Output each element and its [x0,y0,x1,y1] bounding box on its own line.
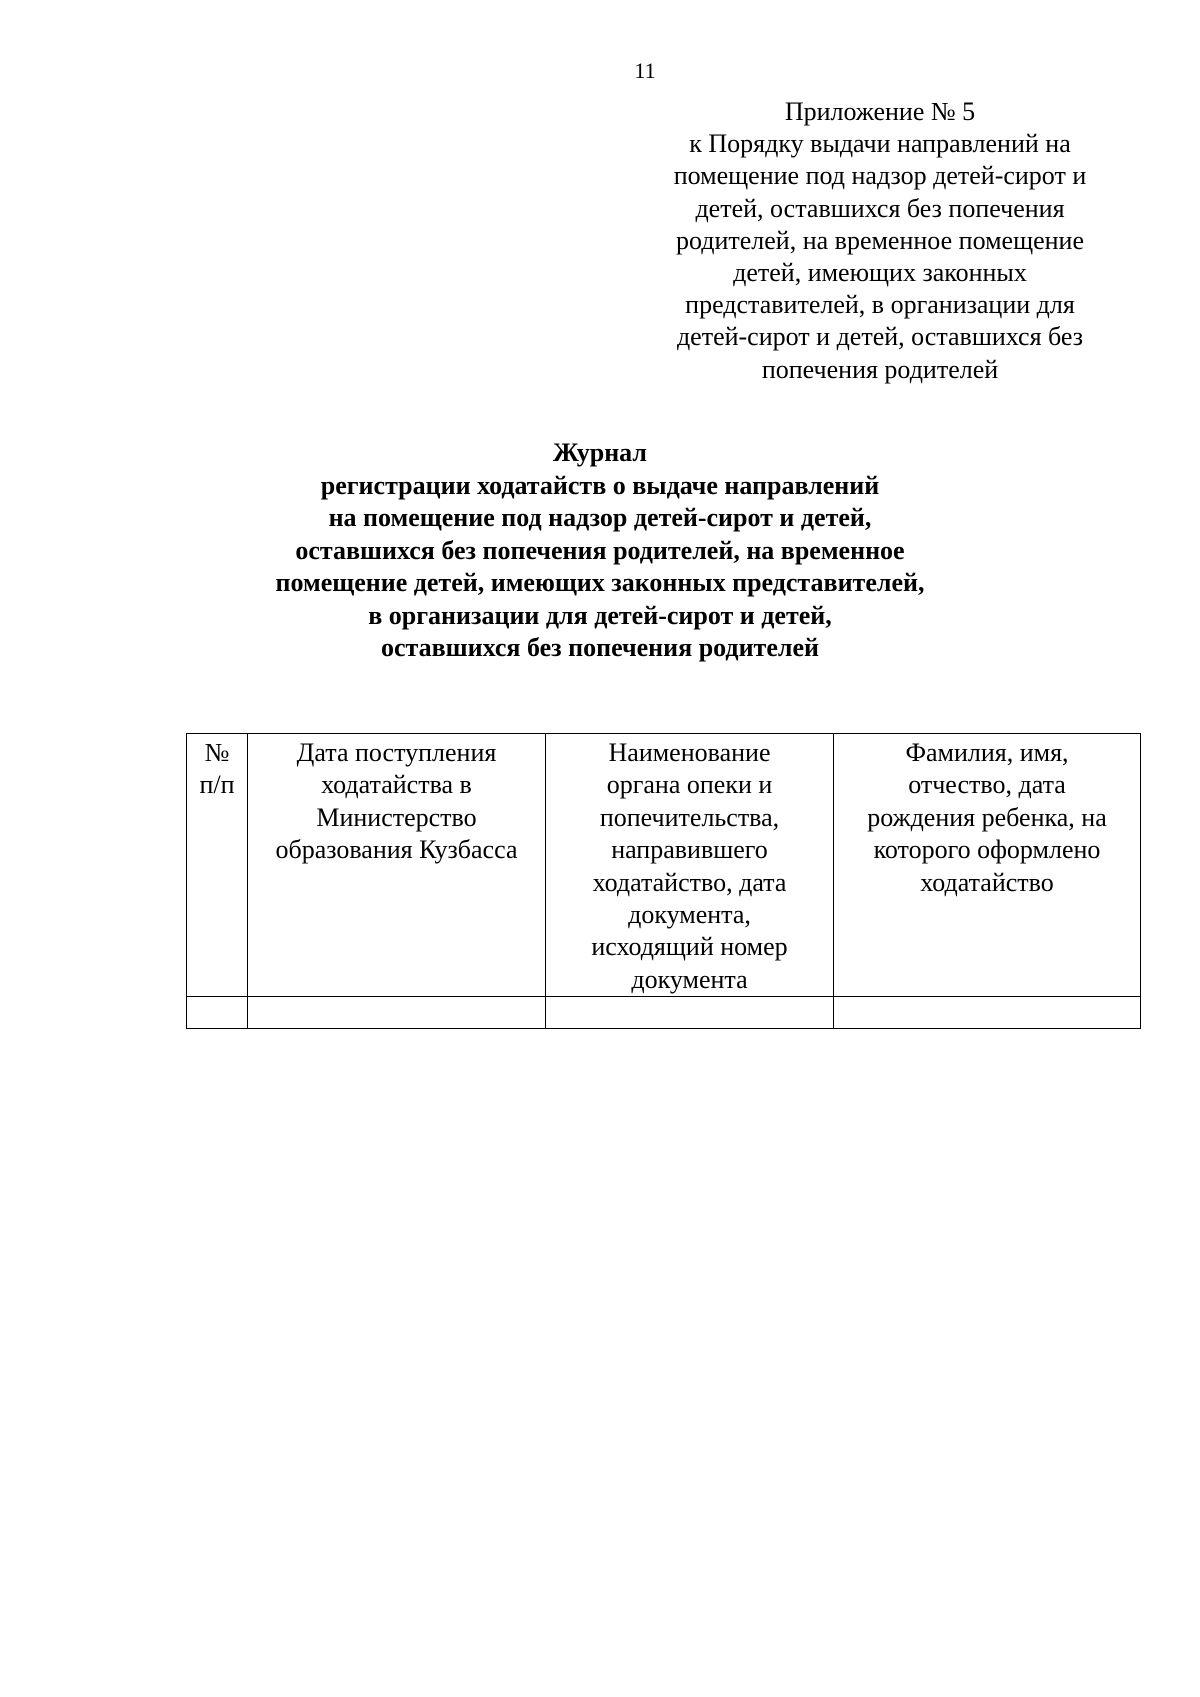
journal-title-line: оставшихся без попечения родителей [381,633,819,662]
journal-title [150,437,1050,665]
header-line: Наименование [608,738,771,767]
table-cell [834,997,1141,1029]
header-line: ходатайство [920,867,1054,897]
appendix-line: попечения родителей [761,354,999,384]
header-line: направившего [611,835,768,865]
journal-title-line: оставшихся без попечения родителей, на временное [295,535,905,565]
header-line: документа, [628,900,751,930]
journal-title-line: регистрации ходатайств о выдаче направлений [320,470,880,500]
column-header-number [187,734,248,997]
table-header-row [187,734,1141,997]
table-cell [187,997,248,1029]
appendix-line: Приложение № 5 [784,97,976,126]
header-line: которого оформлено [873,835,1101,865]
appendix-line: детей, имеющих законных [733,258,1027,288]
appendix-line: помещение под надзор детей-сирот и [673,161,1087,191]
header-line: рождения ребенка, на [867,802,1107,832]
header-line: ходатайства в [321,770,472,800]
registration-journal-table [186,733,1141,1029]
header-line: попечительства, [599,802,780,832]
header-line: п/п [199,770,235,800]
header-line: органа опеки и [606,770,773,800]
appendix-line: родителей, на временное помещение [675,225,1084,255]
table-cell [546,997,834,1029]
journal-title-line: помещение детей, имеющих законных представителей, [275,568,925,597]
column-header-child-name [834,734,1141,997]
appendix-reference [640,96,1120,386]
header-line: Дата поступления [296,738,497,767]
table-cell [248,997,546,1029]
header-line: исходящий номер [591,932,788,962]
header-line: отчество, дата [908,770,1066,800]
header-line: ходатайство, дата [592,867,787,897]
header-line: Министерство [316,802,477,832]
header-line: документа [631,964,748,994]
journal-title-line: на помещение под надзор детей-сирот и детей, [328,503,872,532]
header-line: № [204,738,230,767]
header-line: Фамилия, имя, [905,738,1069,767]
column-header-guardianship-body [546,734,834,997]
appendix-line: детей, оставшихся без попечения [695,193,1065,223]
header-line: образования Кузбасса [275,835,518,865]
page-number: 11 [634,58,656,83]
appendix-line: представителей, в организации для [685,290,1075,320]
appendix-line: к Порядку выдачи направлений на [689,129,1071,159]
table-row [187,997,1141,1029]
journal-title-line: Журнал [553,438,647,467]
appendix-line: детей-сирот и детей, оставшихся без [676,322,1084,352]
journal-title-line: в организации для детей-сирот и детей, [368,600,832,630]
column-header-receipt-date [248,734,546,997]
